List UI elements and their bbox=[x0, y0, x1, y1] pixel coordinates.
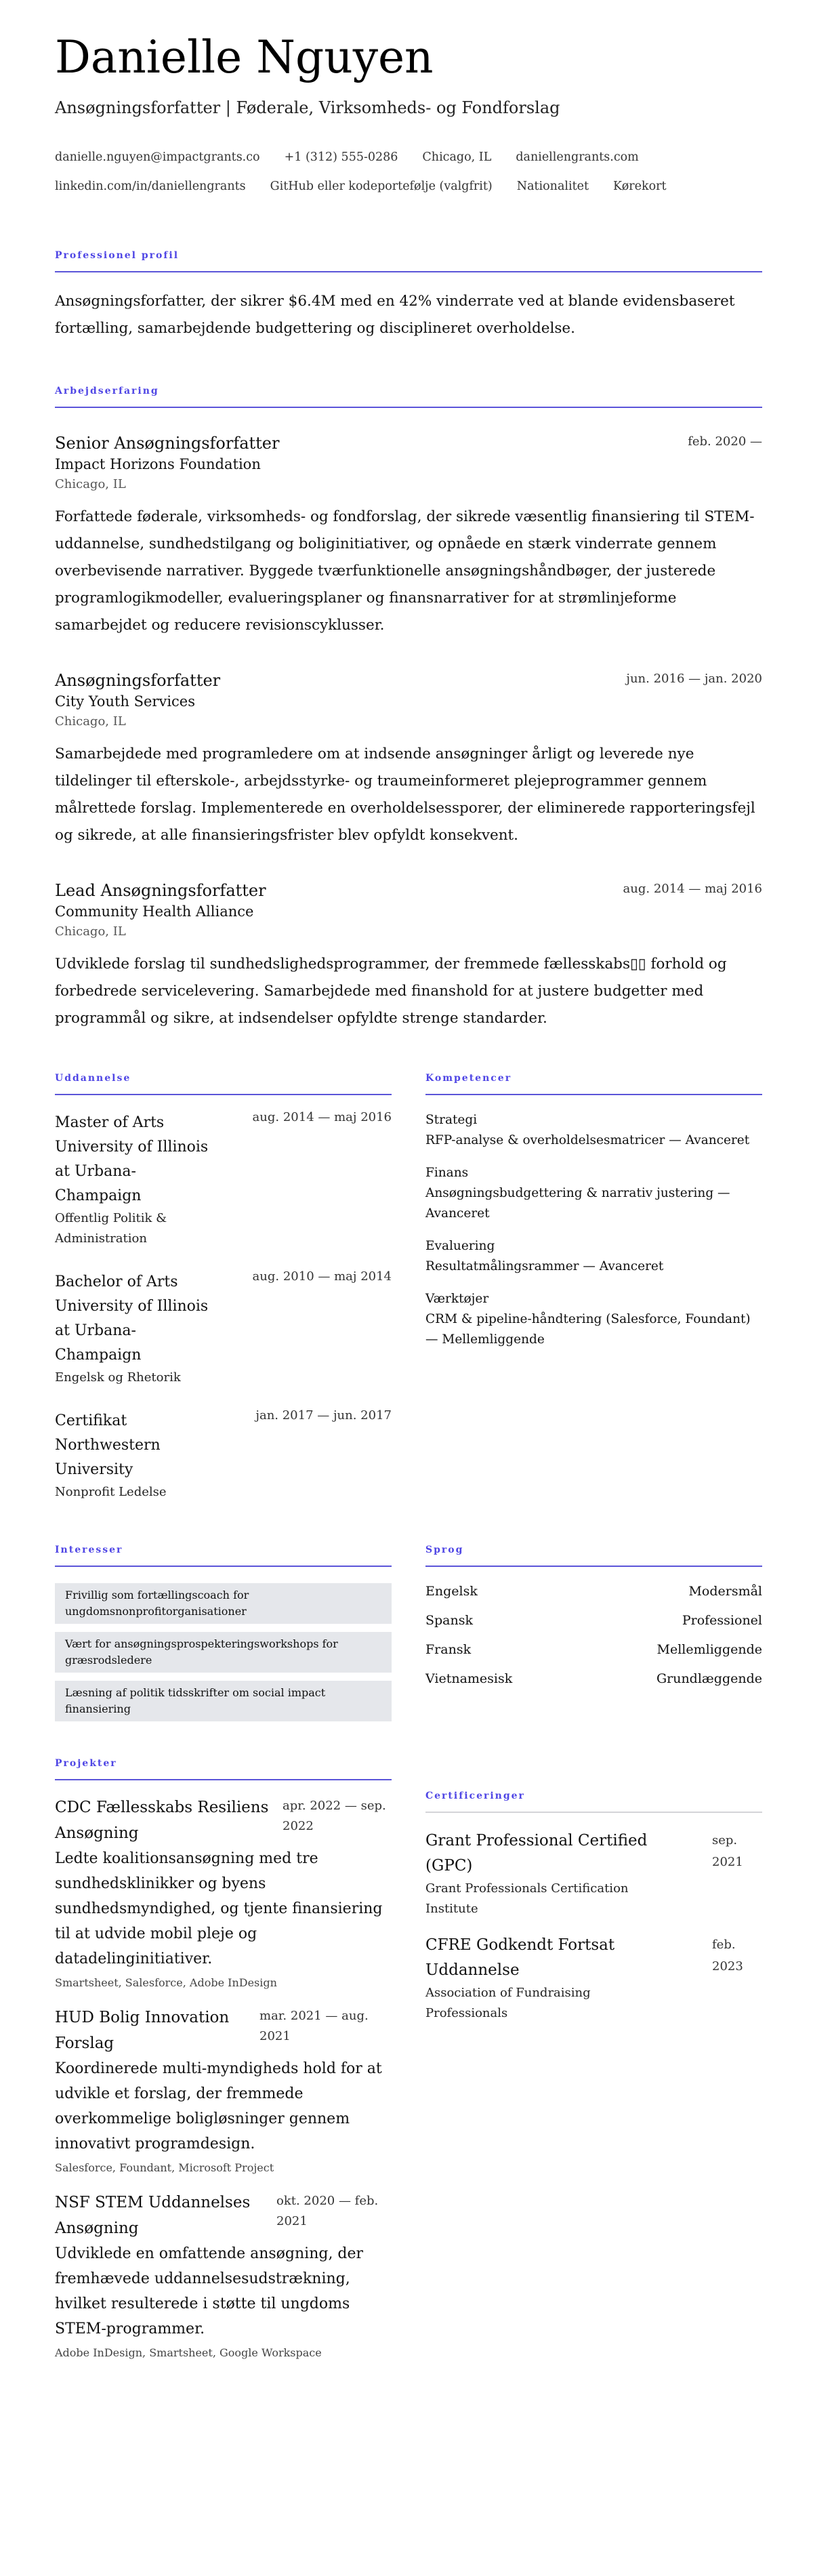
skill-category: Finans bbox=[425, 1166, 469, 1180]
project-title: NSF STEM Uddannelses Ansøgning bbox=[55, 2194, 251, 2237]
job-date: aug. 2014 — maj 2016 bbox=[623, 882, 762, 896]
job-description: Udviklede forslag til sundhedslighedsprogrammer, der fremmede fællesskabs▯▯ forhold og forbedrede servicelevering. Samarbejdede med finanshold for at justere budgetter med programmål og sikre, at indsendelser opfyldte strenge standarder. bbox=[55, 956, 727, 1027]
contact-linkedin[interactable]: linkedin.com/in/daniellengrants bbox=[55, 180, 246, 193]
job-title: Senior Ansøgningsforfatter bbox=[55, 434, 280, 453]
candidate-name: Danielle Nguyen bbox=[55, 31, 434, 83]
job-location: Chicago, IL bbox=[55, 714, 126, 729]
languages-section bbox=[425, 1543, 762, 1721]
contact-phone[interactable]: +1 (312) 555-0286 bbox=[284, 150, 398, 164]
skills-section bbox=[425, 1071, 762, 1502]
degree: Master of Arts bbox=[55, 1114, 165, 1131]
certifications-section bbox=[425, 1757, 762, 2361]
section-title: Kompetencer bbox=[425, 1071, 762, 1095]
education-date: jan. 2017 — jun. 2017 bbox=[255, 1408, 392, 1423]
language-name: Fransk bbox=[425, 1642, 472, 1657]
section-title: Interesser bbox=[55, 1543, 392, 1567]
certification-date: feb. 2023 bbox=[712, 1938, 743, 1974]
section-title: Projekter bbox=[55, 1757, 392, 1780]
language-name: Spansk bbox=[425, 1613, 474, 1628]
language-row bbox=[425, 1635, 762, 1664]
contact-email[interactable]: danielle.nguyen@impactgrants.co bbox=[55, 150, 260, 164]
field-of-study: Offentlig Politik & Administration bbox=[55, 1211, 167, 1246]
projects-section bbox=[55, 1757, 392, 2361]
section-title: Arbejdserfaring bbox=[55, 384, 762, 408]
education-date: aug. 2014 — maj 2016 bbox=[252, 1110, 392, 1124]
education-section bbox=[55, 1071, 392, 1502]
interests-section bbox=[55, 1543, 392, 1721]
degree: Bachelor of Arts bbox=[55, 1273, 178, 1290]
job-entry bbox=[55, 432, 762, 639]
contact-nationality: Nationalitet bbox=[516, 180, 589, 193]
project-description: Udviklede en omfattende ansøgning, der fremhævede uddannelsesudstrækning, hvilket resulterede i støtte til ungdoms STEM-programmer. bbox=[55, 2245, 364, 2337]
interest-item: Læsning af politik tidsskrifter om social impact finansiering bbox=[55, 1681, 392, 1721]
education-entry bbox=[55, 1111, 392, 1249]
project-entry bbox=[55, 1795, 392, 1991]
certification-issuer: Grant Professionals Certification Institute bbox=[425, 1881, 629, 1916]
language-level: Grundlæggende bbox=[656, 1671, 762, 1686]
language-level: Modersmål bbox=[688, 1584, 762, 1599]
project-date: okt. 2020 — feb. 2021 bbox=[276, 2194, 379, 2228]
certification-issuer: Association of Fundraising Professionals bbox=[425, 1986, 591, 2020]
experience-section bbox=[55, 384, 762, 1032]
school: University of Illinois at Urbana-Champaign bbox=[55, 1298, 209, 1364]
certification-date: sep. 2021 bbox=[712, 1833, 743, 1869]
school: University of Illinois at Urbana-Champaign bbox=[55, 1139, 209, 1204]
field-of-study: Nonprofit Ledelse bbox=[55, 1485, 167, 1499]
job-entry bbox=[55, 880, 762, 1032]
section-title: Professionel profil bbox=[55, 249, 762, 272]
school: Northwestern University bbox=[55, 1437, 161, 1478]
project-title: HUD Bolig Innovation Forslag bbox=[55, 2009, 230, 2052]
skill-group bbox=[425, 1236, 762, 1277]
field-of-study: Engelsk og Rhetorik bbox=[55, 1370, 181, 1385]
education-skills-row bbox=[55, 1071, 762, 1502]
interests-languages-row bbox=[55, 1543, 762, 1721]
project-tools: Salesforce, Foundant, Microsoft Project bbox=[55, 2161, 274, 2174]
skill-group bbox=[425, 1110, 762, 1151]
skill-category: Evaluering bbox=[425, 1239, 495, 1253]
education-date: aug. 2010 — maj 2014 bbox=[252, 1269, 392, 1284]
contact-license: Kørekort bbox=[613, 180, 667, 193]
project-entry bbox=[55, 2190, 392, 2361]
skill-detail: CRM & pipeline-håndtering (Salesforce, Foundant) — Mellemliggende bbox=[425, 1312, 751, 1347]
contact-github[interactable]: GitHub eller kodeportefølje (valgfrit) bbox=[270, 180, 493, 193]
job-title: Lead Ansøgningsforfatter bbox=[55, 881, 266, 900]
project-date: mar. 2021 — aug. 2021 bbox=[259, 2009, 369, 2043]
language-level: Professionel bbox=[682, 1613, 762, 1628]
language-level: Mellemliggende bbox=[656, 1642, 762, 1657]
section-title: Sprog bbox=[425, 1543, 762, 1567]
degree: Certifikat bbox=[55, 1412, 127, 1429]
resume-header bbox=[55, 33, 762, 201]
contact-list bbox=[55, 143, 762, 201]
job-description: Samarbejdede med programledere om at indsende ansøgninger årligt og leverede nye tildelinger til efterskole-, arbejdsstyrke- og traumeinformeret plejeprogrammer gennem målrettede forslag. Implementerede en overholdelsessporer, der eliminerede rapporteringsfejl og sikrede, at alle finansieringsfrister blev opfyldt konsekvent. bbox=[55, 745, 755, 844]
project-description: Ledte koalitionsansøgning med tre sundhedsklinikker og byens sundhedsmyndighed, og tjente finansiering til at udvide mobil pleje og datadelinginitiativer. bbox=[55, 1850, 383, 1967]
certification-entry bbox=[425, 1828, 762, 1919]
job-title: Ansøgningsforfatter bbox=[55, 671, 221, 690]
projects-certifications-row bbox=[55, 1757, 762, 2361]
skill-category: Værktøjer bbox=[425, 1292, 489, 1306]
job-date: feb. 2020 — bbox=[688, 434, 762, 449]
skill-detail: RFP-analyse & overholdelsesmatricer — Avanceret bbox=[425, 1133, 750, 1147]
job-location: Chicago, IL bbox=[55, 924, 126, 939]
project-title: CDC Fællesskabs Resiliens Ansøgning bbox=[55, 1799, 269, 1842]
project-entry bbox=[55, 2005, 392, 2176]
resume-page bbox=[0, 33, 813, 2361]
profile-section bbox=[55, 249, 762, 342]
skill-group bbox=[425, 1163, 762, 1224]
project-tools: Smartsheet, Salesforce, Adobe InDesign bbox=[55, 1976, 277, 1989]
skill-category: Strategi bbox=[425, 1113, 478, 1127]
certification-name: Grant Professional Certified (GPC) bbox=[425, 1832, 648, 1875]
language-name: Engelsk bbox=[425, 1584, 478, 1599]
contact-website[interactable]: daniellengrants.com bbox=[516, 150, 639, 164]
language-name: Vietnamesisk bbox=[425, 1671, 513, 1686]
job-description: Forfattede føderale, virksomheds- og fondforslag, der sikrede væsentlig finansiering til STEM-uddannelse, sundhedstilgang og boliginitiativer, og opnåede en stærk vinderrate gennem overbevisende narrativer. Byggede tværfunktionelle ansøgningshåndbøger, der justerede programlogikmodeller, evalueringsplaner og finansnarrativer for at strømlinjeforme samarbejdet og reducere revisionscyklusser. bbox=[55, 508, 755, 634]
interest-item: Vært for ansøgningsprospekteringsworkshops for græsrodsledere bbox=[55, 1632, 392, 1673]
job-company: Impact Horizons Foundation bbox=[55, 456, 261, 472]
profile-summary: Ansøgningsforfatter, der sikrer $6.4M med en 42% vinderrate ved at blande evidensbaseret fortælling, samarbejdende budgettering og disciplineret overholdelse. bbox=[55, 293, 735, 337]
education-entry bbox=[55, 1270, 392, 1388]
job-location: Chicago, IL bbox=[55, 477, 126, 491]
skill-group bbox=[425, 1289, 762, 1350]
language-row bbox=[425, 1577, 762, 1606]
project-description: Koordinerede multi-myndigheds hold for at udvikle et forslag, der fremmede overkommelige boligløsninger gennem innovativt programdesign. bbox=[55, 2060, 382, 2152]
section-title: Certificeringer bbox=[425, 1789, 762, 1813]
language-row bbox=[425, 1664, 762, 1694]
job-company: Community Health Alliance bbox=[55, 903, 254, 920]
section-title: Uddannelse bbox=[55, 1071, 392, 1095]
job-date: jun. 2016 — jan. 2020 bbox=[626, 672, 762, 686]
language-row bbox=[425, 1606, 762, 1635]
skill-detail: Ansøgningsbudgettering & narrativ justering — Avanceret bbox=[425, 1186, 730, 1221]
contact-location: Chicago, IL bbox=[422, 150, 492, 164]
project-date: apr. 2022 — sep. 2022 bbox=[283, 1799, 386, 1833]
job-entry bbox=[55, 670, 762, 849]
education-entry bbox=[55, 1409, 392, 1502]
interest-item: Frivillig som fortællingscoach for ungdomsnonprofitorganisationer bbox=[55, 1583, 392, 1624]
certification-entry bbox=[425, 1933, 762, 2024]
candidate-headline: Ansøgningsforfatter | Føderale, Virksomheds- og Fondforslag bbox=[55, 98, 560, 117]
skill-detail: Resultatmålingsrammer — Avanceret bbox=[425, 1259, 664, 1273]
project-tools: Adobe InDesign, Smartsheet, Google Workspace bbox=[55, 2346, 322, 2359]
certification-name: CFRE Godkendt Fortsat Uddannelse bbox=[425, 1936, 615, 1979]
job-company: City Youth Services bbox=[55, 693, 196, 710]
